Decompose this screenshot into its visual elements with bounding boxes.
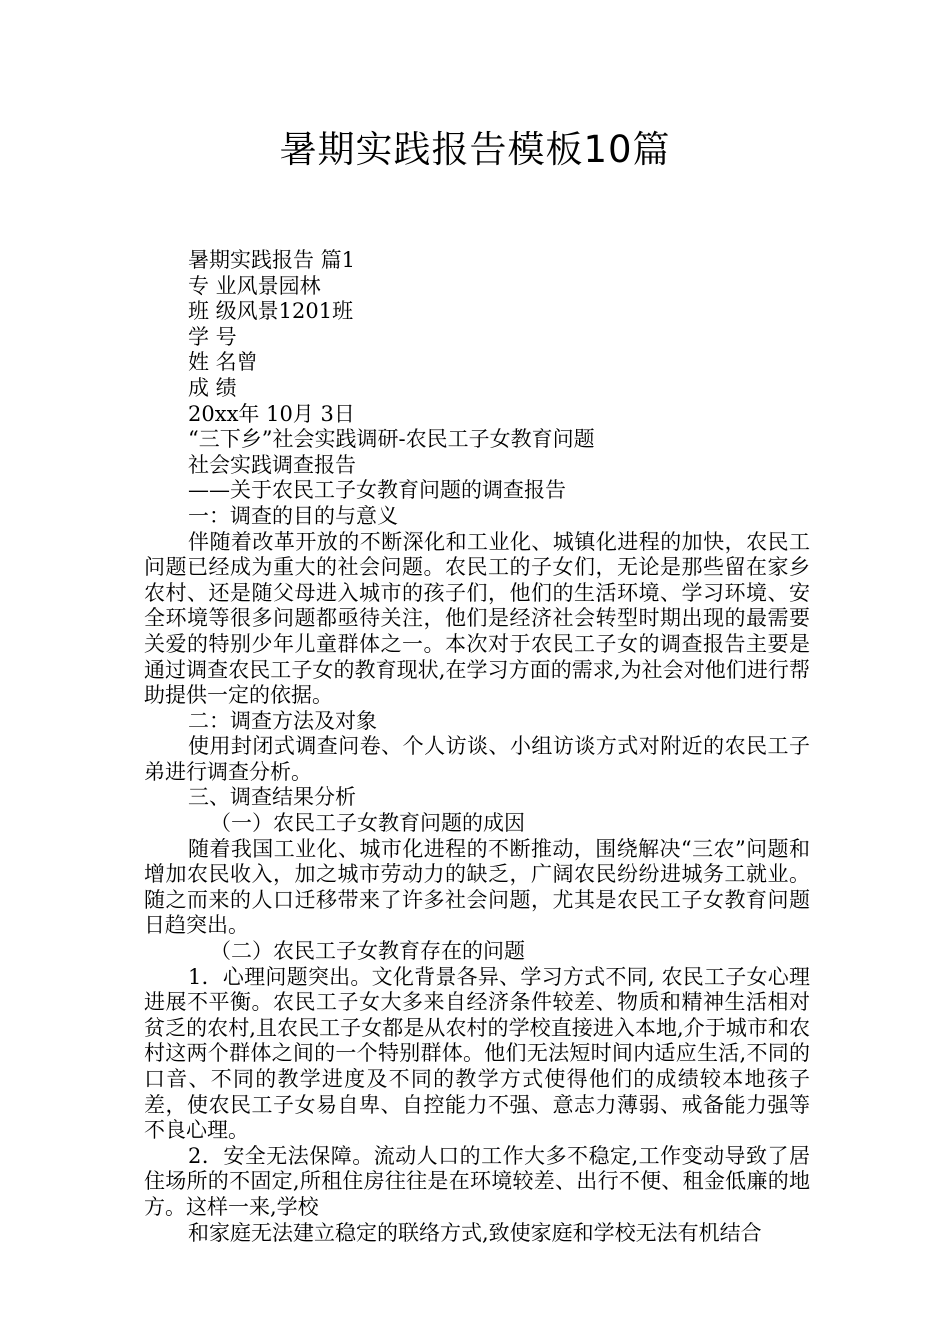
document-body <box>144 248 810 1246</box>
document-paragraph: “三下乡”社会实践调研-农民工子女教育问题 <box>188 427 595 452</box>
document-paragraph: 学 号 <box>188 324 237 349</box>
document-paragraph: 1．心理问题突出。文化背景各异、学习方式不同, 农民工子女心理进展不平衡。农民工子女大多来自经济条件较差、物质和精神生活相对贫乏的农村,且农民工子女都是从农村的学校直接进入本地,介于城市和农村这两个群体之间的一个特别群体。他们无法短时间内适应生活,不同的口音、不同的教学进度及不同的教学方式使得他们的成绩较本地孩子差，使农民工子女易自卑、自控能力不强、意志力薄弱、戒备能力强等不良心理。 <box>144 964 810 1143</box>
document-paragraph: （二）农民工子女教育存在的问题 <box>210 939 525 964</box>
document-paragraph: ——关于农民工子女教育问题的调查报告 <box>188 478 566 503</box>
document-paragraph: 伴随着改革开放的不断深化和工业化、城镇化进程的加快，农民工问题已经成为重大的社会问题。农民工的子女们，无论是那些留在家乡农村、还是随父母进入城市的孩子们，他们的生活环境、学习环境、安全环境等很多问题都亟待关注，他们是经济社会转型时期出现的最需要关爱的特别少年儿童群体之一。本次对于农民工子女的调查报告主要是通过调查农民工子女的教育现状,在学习方面的需求,为社会对他们进行帮助提供一定的依据。 <box>144 529 810 708</box>
document-paragraph: 社会实践调查报告 <box>188 452 356 477</box>
document-paragraph: 姓 名曾 <box>188 350 258 375</box>
document-paragraph: 二：调查方法及对象 <box>188 708 377 733</box>
document-paragraph: 使用封闭式调查问卷、个人访谈、小组访谈方式对附近的农民工子弟进行调查分析。 <box>144 734 810 784</box>
document-paragraph: 三、调查结果分析 <box>188 785 356 810</box>
document-paragraph: 成 绩 <box>188 375 237 400</box>
document-title: 暑期实践报告模板10篇 <box>279 128 671 171</box>
document-paragraph: 一：调查的目的与意义 <box>188 503 398 528</box>
document-paragraph: 专 业风景园林 <box>188 273 321 298</box>
document-paragraph: 20xx年 10月 3日 <box>188 401 355 426</box>
document-paragraph: 暑期实践报告 篇1 <box>188 248 356 272</box>
document-paragraph: 和家庭无法建立稳定的联络方式,致使家庭和学校无法有机结合 <box>188 1220 762 1245</box>
document-paragraph: 2．安全无法保障。流动人口的工作大多不稳定,工作变动导致了居住场所的不固定,所租住房往往是在环境较差、出行不便、租金低廉的地方。这样一来,学校 <box>144 1143 810 1219</box>
document-paragraph: 随着我国工业化、城市化进程的不断推动，围绕解决“三农”问题和增加农民收入，加之城市劳动力的缺乏，广阔农民纷纷进城务工就业。随之而来的人口迁移带来了许多社会问题，尤其是农民工子女教育问题日趋突出。 <box>144 836 810 938</box>
document-paragraph: （一）农民工子女教育问题的成因 <box>210 811 525 836</box>
document-paragraph: 班 级风景1201班 <box>188 299 354 324</box>
